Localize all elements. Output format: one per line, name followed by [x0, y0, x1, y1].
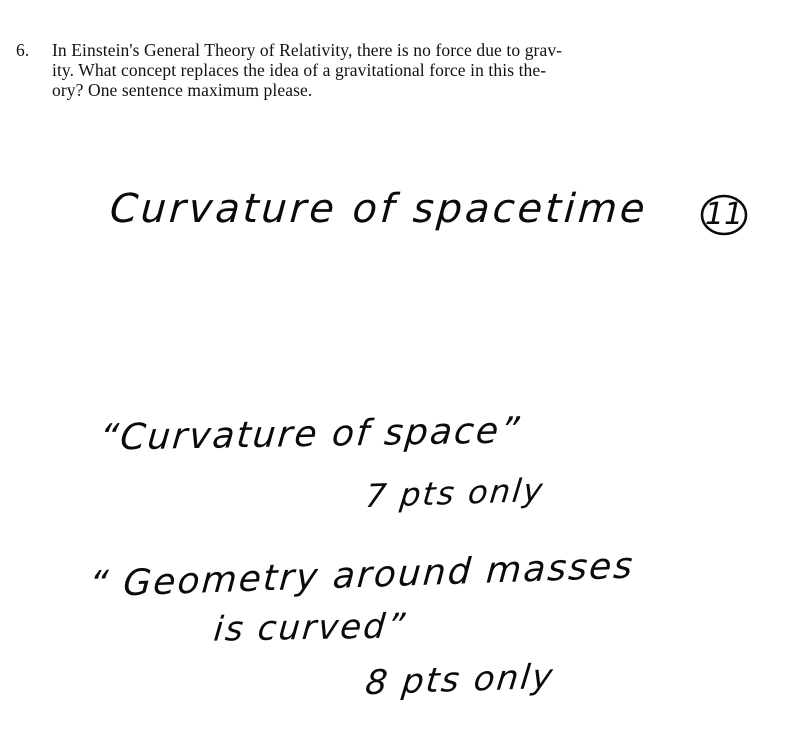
question-text	[52, 40, 702, 100]
grading-note-1: “Curvature of space”	[97, 410, 523, 459]
score-circle	[698, 192, 750, 238]
grading-note-2-line-2: is curved”	[212, 606, 409, 650]
question-number: 6.	[16, 40, 30, 60]
grading-note-2-line-1: “ Geometry around masses	[87, 545, 636, 606]
score-value: 11	[704, 197, 744, 232]
question-line: ory? One sentence maximum please.	[52, 80, 313, 100]
question-line: ity. What concept replaces the idea of a gravitational force in this the-	[52, 60, 547, 80]
handwritten-answer: Curvature of spacetime	[108, 186, 650, 232]
question-line: In Einstein's General Theory of Relativity, there is no force due to grav-	[52, 40, 563, 60]
grading-note-1-points: 7 pts only	[363, 470, 547, 516]
grading-note-2-points: 8 pts only	[363, 656, 557, 704]
